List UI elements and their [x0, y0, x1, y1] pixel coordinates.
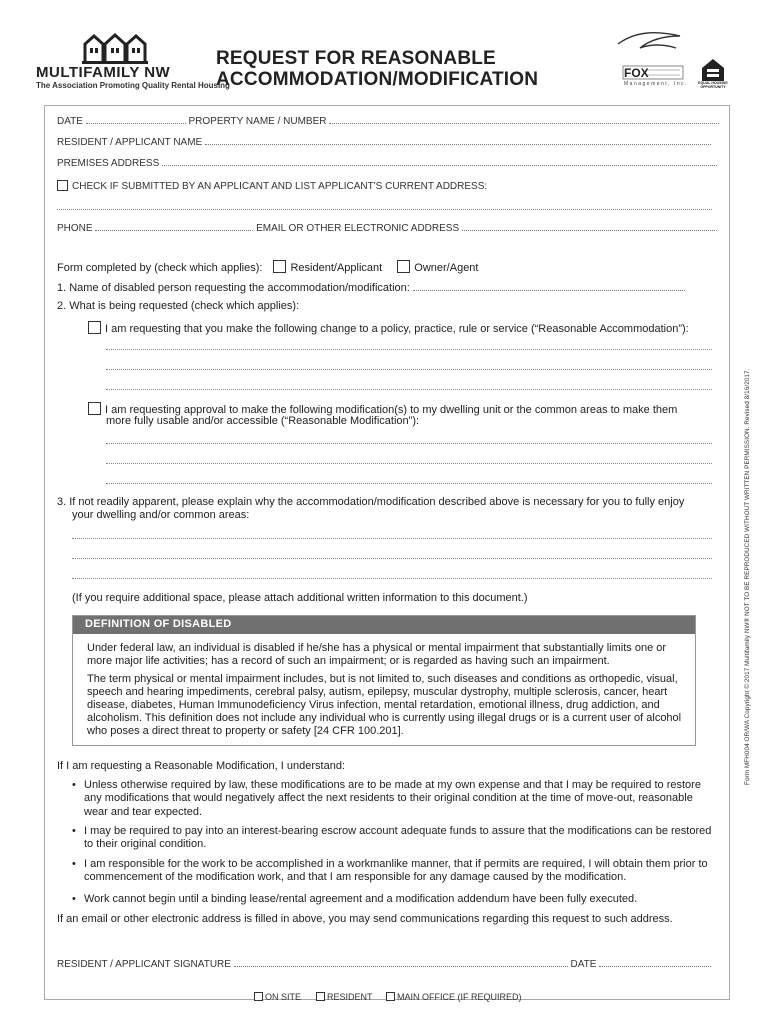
definition-box	[72, 615, 696, 746]
understand-bullet	[72, 779, 712, 819]
footer-resident	[316, 992, 373, 1002]
accommodation-line-3[interactable]	[106, 389, 712, 390]
applicant-address-field[interactable]	[57, 209, 712, 210]
equal-housing-text: EQUAL HOUSING OPPORTUNITY	[698, 81, 728, 89]
signature-date-label: DATE	[570, 959, 597, 970]
phone-field[interactable]	[95, 222, 253, 231]
explanation-line-1[interactable]	[72, 538, 712, 539]
premises-label: PREMISES ADDRESS	[57, 158, 160, 169]
question-2a	[88, 321, 689, 336]
bullet-text: I may be required to pay into an interest-bearing escrow account adequate funds to assure that the modifications can be restored to their original condition.	[84, 825, 712, 851]
property-field[interactable]	[329, 115, 719, 124]
understand-bullet	[72, 825, 712, 852]
modification-line-2[interactable]	[106, 463, 712, 464]
modification-checkbox[interactable]	[88, 402, 101, 415]
applicant-check-row	[57, 180, 487, 192]
date-label: DATE	[57, 116, 83, 127]
completed-by-row	[57, 260, 478, 275]
question-3-label-2: your dwelling and/or common areas:	[72, 509, 250, 521]
signature-label: RESIDENT / APPLICANT SIGNATURE	[57, 959, 231, 970]
owner-agent-checkbox[interactable]	[397, 260, 410, 273]
question-2-label: 2. What is being requested (check which applies):	[57, 300, 300, 312]
title-line-2: ACCOMMODATION/MODIFICATION	[216, 69, 539, 90]
bullet-dot: •	[72, 825, 76, 837]
page-title	[216, 48, 538, 90]
modification-line-3[interactable]	[106, 483, 712, 484]
bullet-dot: •	[72, 893, 76, 905]
modification-line-1[interactable]	[106, 443, 712, 444]
explanation-line-3[interactable]	[72, 578, 712, 579]
bullet-text: Work cannot begin until a binding lease/rental agreement and a modification addendum have been fully executed.	[84, 893, 638, 905]
understand-intro: If I am requesting a Reasonable Modification, I understand:	[57, 760, 346, 772]
footer-office	[386, 992, 522, 1002]
applicant-checkbox[interactable]	[57, 180, 68, 191]
question-1-label: 1. Name of disabled person requesting the accommodation/modification:	[57, 282, 410, 294]
office-checkbox[interactable]	[386, 992, 395, 1001]
resident-label: RESIDENT / APPLICANT NAME	[57, 137, 203, 148]
phone-label: PHONE	[57, 223, 93, 234]
definition-paragraph-1: Under federal law, an individual is disabled if he/she has a physical or mental impairment that substantially limits one or more major life activities; has a record of such an impairment; or is regarded as having such an impairment.	[87, 642, 667, 667]
understand-bullet	[72, 858, 712, 885]
brand-name: MULTIFAMILY NW	[36, 64, 171, 81]
brand-tagline: The Association Promoting Quality Rental Housing	[36, 81, 230, 90]
premises-row	[57, 157, 717, 169]
signature-field[interactable]	[234, 958, 568, 967]
definition-paragraph-2: The term physical or mental impairment includes, but is not limited to, such diseases and conditions as orthopedic, visual, speech and hearing impediments, cerebral palsy, autism, epilepsy, muscular dystrophy, multiple sclerosis, cancer, heart disease, diabetes, Human Immunodeficiency Virus infection, mental retardation, emotional illness, drug addiction, and alcoholism. This definition does not include any individual who is currently using illegal drugs or is a current user of alcohol who poses a direct threat to property or safety [24 CFR 100.201].	[87, 673, 682, 737]
fox-subtitle: Management, Inc.	[624, 81, 689, 87]
signature-date-field[interactable]	[599, 958, 711, 967]
premises-field[interactable]	[162, 157, 717, 166]
date-field[interactable]	[86, 115, 186, 124]
signature-row	[57, 958, 711, 970]
copyright-side-note: Form MFH004 OR/WA Copyright © 2017 Multifamily NW® NOT TO BE REPRODUCED WITHOUT WRITTEN PERMISSION. Revised 8/16/2017.	[744, 368, 751, 785]
applicant-check-label: CHECK IF SUBMITTED BY AN APPLICANT AND LIST APPLICANT'S CURRENT ADDRESS:	[72, 181, 488, 192]
resident-copy-label: RESIDENT	[327, 992, 373, 1002]
fox-name: FOX	[624, 66, 649, 80]
question-3-label-1: 3. If not readily apparent, please explain why the accommodation/modification described above is necessary for you to fully enjoy	[57, 496, 685, 508]
question-2b-label-1: I am requesting approval to make the following modification(s) to my dwelling unit or the common areas to make them	[105, 404, 678, 416]
resident-applicant-checkbox[interactable]	[273, 260, 286, 273]
question-2a-label: I am requesting that you make the following change to a policy, practice, rule or service (“Reasonable Accommodation”):	[105, 323, 689, 335]
property-label: PROPERTY NAME / NUMBER	[188, 116, 327, 127]
owner-agent-label: Owner/Agent	[414, 262, 479, 274]
bullet-dot: •	[72, 779, 76, 791]
question-1	[57, 282, 685, 295]
phone-email-row	[57, 222, 717, 234]
definition-heading: DEFINITION OF DISABLED	[73, 616, 695, 634]
email-label: EMAIL OR OTHER ELECTRONIC ADDRESS	[256, 223, 460, 234]
question-2b-label-2: more fully usable and/or accessible (“Reasonable Modification”):	[106, 415, 420, 427]
resident-field[interactable]	[205, 136, 711, 145]
bullet-text: I am responsible for the work to be accomplished in a workmanlike manner, that if permits are required, I will obtain them prior to commencement of the modification work, and that I am responsible for any damage caused by the modification.	[84, 858, 708, 884]
form-header	[0, 0, 770, 110]
disabled-person-name-field[interactable]	[413, 282, 685, 291]
resident-applicant-label: Resident/Applicant	[290, 262, 383, 274]
resident-row	[57, 136, 711, 148]
resident-copy-checkbox[interactable]	[316, 992, 325, 1001]
onsite-checkbox[interactable]	[254, 992, 263, 1001]
bullet-text: Unless otherwise required by law, these modifications are to be made at my own expense and that I may be required to restore any modifications that would negatively affect the next residents to their original condition at the time of move-out, reasonable wear and tear expected.	[84, 779, 701, 818]
multifamily-houses-logo	[82, 32, 148, 64]
onsite-label: ON SITE	[265, 992, 302, 1002]
bullet-dot: •	[72, 858, 76, 870]
accommodation-line-2[interactable]	[106, 369, 712, 370]
office-label: MAIN OFFICE (IF REQUIRED)	[397, 992, 522, 1002]
completed-by-label: Form completed by (check which applies):	[57, 262, 263, 274]
accommodation-checkbox[interactable]	[88, 321, 101, 334]
accommodation-line-1[interactable]	[106, 349, 712, 350]
explanation-line-2[interactable]	[72, 558, 712, 559]
understand-bullet	[72, 893, 712, 906]
date-property-row	[57, 115, 719, 127]
attach-note: (If you require additional space, please attach additional written information to this document.)	[72, 592, 528, 604]
email-field[interactable]	[462, 222, 717, 231]
title-line-1: REQUEST FOR REASONABLE	[216, 48, 496, 69]
email-note: If an email or other electronic address is filled in above, you may send communications regarding this request to such address.	[57, 913, 673, 925]
footer-onsite	[254, 992, 301, 1002]
